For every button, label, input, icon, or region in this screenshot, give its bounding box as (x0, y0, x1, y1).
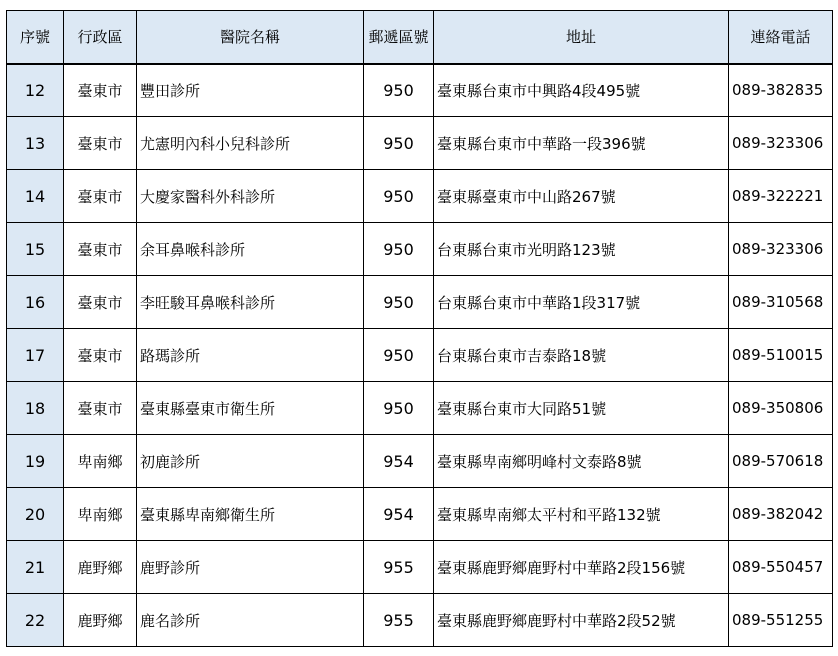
cell-zip: 950 (364, 382, 434, 435)
cell-address: 臺東縣鹿野鄉鹿野村中華路2段156號 (434, 541, 729, 594)
cell-phone: 089-510015 (729, 329, 833, 382)
cell-name: 路瑪診所 (137, 329, 364, 382)
table-row (7, 488, 833, 541)
cell-district: 鹿野鄉 (64, 594, 137, 647)
cell-address: 臺東縣卑南鄉太平村和平路132號 (434, 488, 729, 541)
cell-district: 臺東市 (64, 329, 137, 382)
table-row (7, 276, 833, 329)
cell-name: 李旺駿耳鼻喉科診所 (137, 276, 364, 329)
cell-no: 14 (7, 170, 64, 223)
table-row (7, 64, 833, 117)
cell-address: 台東縣台東市中華路1段317號 (434, 276, 729, 329)
cell-zip: 954 (364, 488, 434, 541)
cell-phone: 089-550457 (729, 541, 833, 594)
cell-phone: 089-323306 (729, 117, 833, 170)
cell-zip: 950 (364, 117, 434, 170)
cell-no: 12 (7, 64, 64, 117)
cell-name: 豐田診所 (137, 64, 364, 117)
cell-address: 臺東縣臺東市中山路267號 (434, 170, 729, 223)
cell-no: 16 (7, 276, 64, 329)
cell-zip: 955 (364, 594, 434, 647)
cell-zip: 950 (364, 276, 434, 329)
cell-phone: 089-322221 (729, 170, 833, 223)
cell-name: 初鹿診所 (137, 435, 364, 488)
cell-address: 台東縣台東市吉泰路18號 (434, 329, 729, 382)
cell-phone: 089-350806 (729, 382, 833, 435)
table-row (7, 382, 833, 435)
cell-no: 17 (7, 329, 64, 382)
header-zip: 郵遞區號 (364, 11, 434, 64)
table-row (7, 594, 833, 647)
cell-phone: 089-382835 (729, 64, 833, 117)
cell-name: 余耳鼻喉科診所 (137, 223, 364, 276)
cell-address: 臺東縣鹿野鄉鹿野村中華路2段52號 (434, 594, 729, 647)
cell-address: 臺東縣台東市大同路51號 (434, 382, 729, 435)
cell-name: 大慶家醫科外科診所 (137, 170, 364, 223)
cell-address: 臺東縣卑南鄉明峰村文泰路8號 (434, 435, 729, 488)
cell-district: 臺東市 (64, 117, 137, 170)
cell-zip: 950 (364, 329, 434, 382)
cell-no: 15 (7, 223, 64, 276)
cell-zip: 954 (364, 435, 434, 488)
cell-address: 臺東縣台東市中華路一段396號 (434, 117, 729, 170)
table-row (7, 541, 833, 594)
cell-no: 19 (7, 435, 64, 488)
cell-name: 鹿野診所 (137, 541, 364, 594)
cell-zip: 950 (364, 170, 434, 223)
table-row (7, 223, 833, 276)
cell-address: 台東縣台東市光明路123號 (434, 223, 729, 276)
cell-district: 鹿野鄉 (64, 541, 137, 594)
cell-no: 21 (7, 541, 64, 594)
cell-no: 22 (7, 594, 64, 647)
cell-phone: 089-310568 (729, 276, 833, 329)
cell-no: 13 (7, 117, 64, 170)
cell-no: 20 (7, 488, 64, 541)
cell-name: 鹿名診所 (137, 594, 364, 647)
cell-district: 臺東市 (64, 276, 137, 329)
cell-district: 臺東市 (64, 382, 137, 435)
header-no: 序號 (7, 11, 64, 64)
table-row (7, 329, 833, 382)
cell-name: 臺東縣臺東市衛生所 (137, 382, 364, 435)
cell-district: 臺東市 (64, 64, 137, 117)
cell-phone: 089-551255 (729, 594, 833, 647)
cell-zip: 950 (364, 223, 434, 276)
header-district: 行政區 (64, 11, 137, 64)
cell-district: 卑南鄉 (64, 488, 137, 541)
cell-no: 18 (7, 382, 64, 435)
header-phone: 連絡電話 (729, 11, 833, 64)
cell-district: 臺東市 (64, 223, 137, 276)
table-header-row (7, 11, 833, 64)
cell-district: 臺東市 (64, 170, 137, 223)
cell-phone: 089-570618 (729, 435, 833, 488)
table-row (7, 170, 833, 223)
header-address: 地址 (434, 11, 729, 64)
cell-zip: 955 (364, 541, 434, 594)
clinic-table-container (6, 10, 833, 647)
header-name: 醫院名稱 (137, 11, 364, 64)
cell-zip: 950 (364, 64, 434, 117)
clinic-table (6, 10, 833, 647)
cell-name: 尤憲明內科小兒科診所 (137, 117, 364, 170)
cell-name: 臺東縣卑南鄉衛生所 (137, 488, 364, 541)
cell-phone: 089-382042 (729, 488, 833, 541)
table-row (7, 435, 833, 488)
cell-address: 臺東縣台東市中興路4段495號 (434, 64, 729, 117)
cell-district: 卑南鄉 (64, 435, 137, 488)
cell-phone: 089-323306 (729, 223, 833, 276)
table-row (7, 117, 833, 170)
